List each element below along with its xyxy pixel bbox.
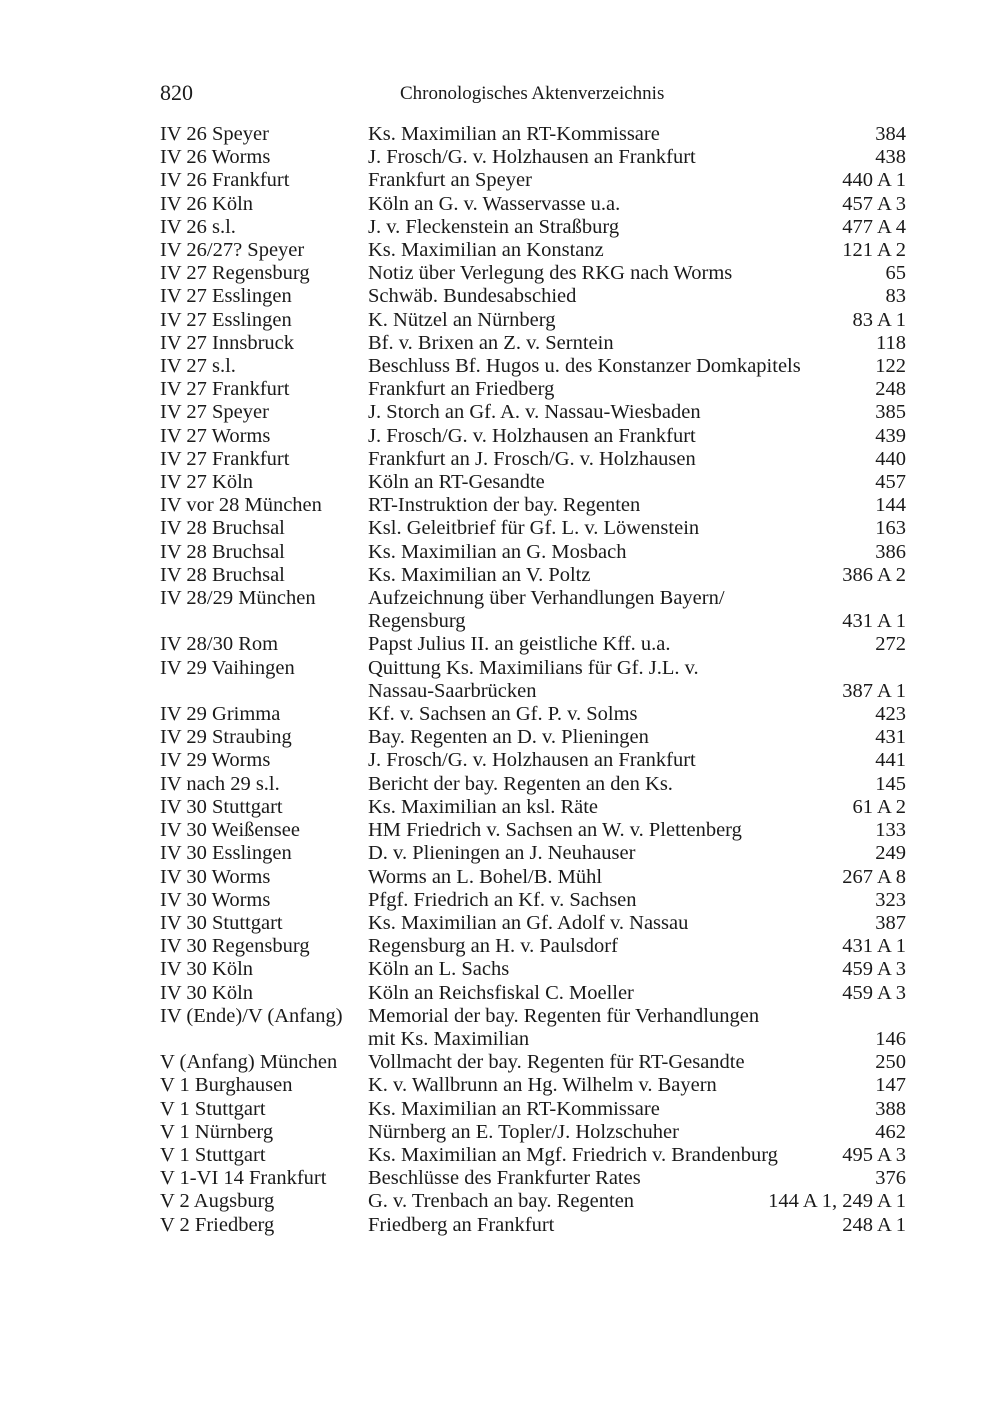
entry-row [160, 796, 906, 819]
entry-content [368, 703, 906, 726]
entry-description: Pfgf. Friedrich an Kf. v. Sachsen [368, 888, 637, 911]
entry-row [160, 123, 906, 146]
entry-date: IV 27 Innsbruck [160, 331, 294, 354]
entry-reference: 133 [875, 819, 906, 842]
entry-row [160, 889, 906, 912]
entry-description: Köln an L. Sachs [368, 958, 510, 981]
entry-reference: 249 [875, 842, 906, 865]
entry-date: IV 26/27? Speyer [160, 239, 305, 262]
entry-date: IV 29 Grimma [160, 703, 281, 726]
entry-description: Ks. Maximilian an Mgf. Friedrich v. Brandenburg [368, 1143, 778, 1166]
entry-date: IV 30 Köln [160, 981, 254, 1004]
entry-content [368, 309, 906, 332]
entry-line [368, 587, 906, 610]
entry-line [368, 819, 906, 842]
entry-date: V 1-VI 14 Frankfurt [160, 1167, 327, 1190]
entry-content [368, 773, 906, 796]
entry-content [368, 819, 906, 842]
entry-row [160, 1190, 906, 1213]
entry-row [160, 1074, 906, 1097]
entry-reference: 423 [875, 703, 906, 726]
entry-line [368, 1074, 906, 1097]
entry-line [368, 1005, 906, 1028]
entry-reference: 386 [875, 540, 906, 563]
entry-line [368, 749, 906, 772]
entry-reference: 248 A 1 [842, 1213, 906, 1236]
entry-reference: 121 A 2 [842, 239, 906, 262]
entry-description: Bericht der bay. Regenten an den Ks. [368, 772, 673, 795]
entry-line [368, 1028, 906, 1051]
entry-description: G. v. Trenbach an bay. Regenten [368, 1190, 635, 1213]
entry-row [160, 564, 906, 587]
page-number: 820 [160, 80, 193, 105]
entry-date: IV 27 Regensburg [160, 262, 310, 285]
entry-date: V 2 Friedberg [160, 1213, 275, 1236]
entry-reference: 144 [875, 494, 906, 517]
entry-row [160, 1051, 906, 1074]
entry-row [160, 657, 906, 703]
entry-reference: 385 [875, 401, 906, 424]
entry-description: K. v. Wallbrunn an Hg. Wilhelm v. Bayern [368, 1074, 717, 1097]
entry-content [368, 866, 906, 889]
entry-description: Köln an RT-Gesandte [368, 471, 545, 494]
entry-line [368, 355, 906, 378]
entry-date: IV 30 Köln [160, 958, 254, 981]
entry-description: D. v. Plieningen an J. Neuhauser [368, 842, 636, 865]
entry-row [160, 309, 906, 332]
entry-content [368, 494, 906, 517]
entry-content [368, 1190, 906, 1213]
entry-reference: 440 A 1 [842, 169, 906, 192]
entry-row [160, 842, 906, 865]
entry-description: J. Frosch/G. v. Holzhausen an Frankfurt [368, 749, 696, 772]
entry-line [368, 935, 906, 958]
entry-reference: 387 [875, 911, 906, 934]
entry-content [368, 564, 906, 587]
entry-reference: 431 A 1 [842, 935, 906, 958]
entry-row [160, 1214, 906, 1237]
entry-description: Ks. Maximilian an RT-Kommissare [368, 1097, 660, 1120]
entry-line [368, 494, 906, 517]
entry-date: IV 26 Köln [160, 192, 254, 215]
entry-description: Schwäb. Bundesabschied [368, 285, 577, 308]
entry-content [368, 541, 906, 564]
entry-content [368, 123, 906, 146]
entry-line [368, 309, 906, 332]
entry-content [368, 1005, 906, 1051]
entry-reference: 477 A 4 [842, 215, 906, 238]
entry-date: V 1 Stuttgart [160, 1097, 266, 1120]
entry-content [368, 448, 906, 471]
entry-line [368, 262, 906, 285]
entry-content [368, 355, 906, 378]
entry-row [160, 935, 906, 958]
entry-reference: 386 A 2 [842, 563, 906, 586]
entry-date: IV 30 Stuttgart [160, 911, 283, 934]
entry-description: mit Ks. Maximilian [368, 1027, 530, 1050]
entry-line [368, 1214, 906, 1237]
entry-description: Ks. Maximilian an ksl. Räte [368, 795, 599, 818]
entry-content [368, 378, 906, 401]
entry-content [368, 982, 906, 1005]
entry-line [368, 564, 906, 587]
entry-reference: 146 [875, 1027, 906, 1050]
entry-reference: 147 [875, 1074, 906, 1097]
entry-date: IV 27 Köln [160, 471, 254, 494]
entry-content [368, 1214, 906, 1237]
entry-line [368, 610, 906, 633]
entry-row [160, 819, 906, 842]
entry-date: IV 29 Worms [160, 749, 271, 772]
entry-content [368, 239, 906, 262]
entry-date: V 2 Augsburg [160, 1190, 275, 1213]
entry-content [368, 1121, 906, 1144]
entry-line [368, 541, 906, 564]
entry-row [160, 749, 906, 772]
entry-row [160, 425, 906, 448]
entry-reference: 272 [875, 633, 906, 656]
entry-date: IV 27 Frankfurt [160, 378, 290, 401]
entry-description: Beschlüsse des Frankfurter Rates [368, 1167, 641, 1190]
entry-line [368, 866, 906, 889]
entry-description: K. Nützel an Nürnberg [368, 308, 556, 331]
entry-row [160, 1121, 906, 1144]
entry-date: IV 27 s.l. [160, 355, 236, 378]
entry-reference: 267 A 8 [842, 865, 906, 888]
entry-date: V 1 Burghausen [160, 1074, 293, 1097]
entry-row [160, 866, 906, 889]
entry-date: IV 27 Worms [160, 424, 271, 447]
running-title: Chronologisches Aktenverzeichnis [400, 83, 665, 104]
entry-reference: 388 [875, 1097, 906, 1120]
entry-reference: 61 A 2 [852, 795, 906, 818]
entry-content [368, 889, 906, 912]
entry-date: IV 28/29 München [160, 587, 316, 610]
entry-line [368, 216, 906, 239]
entry-line [368, 146, 906, 169]
entry-description: RT-Instruktion der bay. Regenten [368, 494, 641, 517]
entry-line [368, 912, 906, 935]
entry-date: IV 30 Esslingen [160, 842, 292, 865]
entry-description: Kf. v. Sachsen an Gf. P. v. Solms [368, 703, 638, 726]
entry-description: Ks. Maximilian an V. Poltz [368, 563, 591, 586]
entry-line [368, 726, 906, 749]
entry-date: IV 28/30 Rom [160, 633, 279, 656]
entry-row [160, 517, 906, 540]
entry-description: J. Frosch/G. v. Holzhausen an Frankfurt [368, 146, 696, 169]
entry-date: IV 30 Worms [160, 865, 271, 888]
entry-line [368, 1190, 906, 1213]
entry-reference: 118 [876, 331, 906, 354]
entry-description: Ksl. Geleitbrief für Gf. L. v. Löwenstein [368, 517, 700, 540]
entry-line [368, 285, 906, 308]
entry-row [160, 239, 906, 262]
entry-list [160, 123, 906, 1237]
entry-date: IV 28 Bruchsal [160, 563, 285, 586]
entry-description: Vollmacht der bay. Regenten für RT-Gesandte [368, 1051, 745, 1074]
entry-line [368, 332, 906, 355]
entry-content [368, 1098, 906, 1121]
entry-line [368, 471, 906, 494]
entry-reference: 323 [875, 888, 906, 911]
entry-content [368, 332, 906, 355]
entry-date: IV 30 Worms [160, 888, 271, 911]
entry-description: Ks. Maximilian an Gf. Adolf v. Nassau [368, 911, 689, 934]
entry-row [160, 703, 906, 726]
entry-description: Frankfurt an Speyer [368, 169, 532, 192]
entry-line [368, 657, 906, 680]
entry-line [368, 958, 906, 981]
entry-description: Regensburg an H. v. Paulsdorf [368, 935, 618, 958]
entry-reference: 248 [875, 378, 906, 401]
entry-reference: 122 [875, 355, 906, 378]
entry-description: Bay. Regenten an D. v. Plieningen [368, 726, 649, 749]
entry-reference: 83 [885, 285, 906, 308]
entry-row [160, 401, 906, 424]
entry-row [160, 378, 906, 401]
entry-reference: 495 A 3 [842, 1143, 906, 1166]
entry-line [368, 982, 906, 1005]
entry-row [160, 1005, 906, 1051]
entry-description: Köln an Reichsfiskal C. Moeller [368, 981, 634, 1004]
entry-date: IV 27 Frankfurt [160, 447, 290, 470]
entry-description: J. v. Fleckenstein an Straßburg [368, 215, 620, 238]
entry-content [368, 401, 906, 424]
entry-reference: 65 [885, 262, 906, 285]
entry-content [368, 633, 906, 656]
entry-date: IV 26 Worms [160, 146, 271, 169]
entry-date: IV 29 Straubing [160, 726, 292, 749]
entry-row [160, 448, 906, 471]
entry-content [368, 657, 906, 703]
entry-reference: 457 A 3 [842, 192, 906, 215]
entry-line [368, 425, 906, 448]
entry-content [368, 169, 906, 192]
entry-line [368, 193, 906, 216]
entry-row [160, 1098, 906, 1121]
entry-line [368, 448, 906, 471]
entry-date: IV 30 Weißensee [160, 819, 300, 842]
entry-row [160, 169, 906, 192]
entry-content [368, 726, 906, 749]
entry-date: IV 28 Bruchsal [160, 540, 285, 563]
entry-line [368, 889, 906, 912]
entry-date: V (Anfang) München [160, 1051, 338, 1074]
entry-description: J. Storch an Gf. A. v. Nassau-Wiesbaden [368, 401, 701, 424]
entry-row [160, 332, 906, 355]
entry-description: HM Friedrich v. Sachsen an W. v. Plettenberg [368, 819, 742, 842]
entry-content [368, 587, 906, 633]
entry-row [160, 633, 906, 656]
entry-line [368, 680, 906, 703]
entry-line [368, 1167, 906, 1190]
entry-reference: 83 A 1 [852, 308, 906, 331]
entry-row [160, 726, 906, 749]
entry-row [160, 193, 906, 216]
entry-row [160, 958, 906, 981]
entry-description: Papst Julius II. an geistliche Kff. u.a. [368, 633, 671, 656]
entry-reference: 431 A 1 [842, 610, 906, 633]
entry-row [160, 146, 906, 169]
entry-date: IV 30 Stuttgart [160, 795, 283, 818]
entry-description: Frankfurt an Friedberg [368, 378, 555, 401]
entry-content [368, 912, 906, 935]
entry-reference: 441 [875, 749, 906, 772]
entry-description: Ks. Maximilian an RT-Kommissare [368, 123, 660, 145]
entry-content [368, 1144, 906, 1167]
entry-row [160, 1167, 906, 1190]
entry-reference: 376 [875, 1167, 906, 1190]
entry-content [368, 749, 906, 772]
entry-content [368, 1167, 906, 1190]
entry-description: Ks. Maximilian an Konstanz [368, 239, 604, 262]
entry-row [160, 773, 906, 796]
entry-line [368, 703, 906, 726]
entry-reference: 250 [875, 1051, 906, 1074]
entry-row [160, 471, 906, 494]
entry-description: Quittung Ks. Maximilians für Gf. J.L. v. [368, 656, 699, 679]
entry-content [368, 842, 906, 865]
entry-reference: 144 A 1, 249 A 1 [768, 1190, 906, 1213]
entry-description: Köln an G. v. Wasservasse u.a. [368, 192, 621, 215]
entry-description: Bf. v. Brixen an Z. v. Serntein [368, 331, 614, 354]
entry-description: Regensburg [368, 610, 466, 633]
entry-reference: 457 [875, 471, 906, 494]
entry-line [368, 842, 906, 865]
entry-date: IV 27 Esslingen [160, 285, 292, 308]
entry-content [368, 262, 906, 285]
entry-reference: 438 [875, 146, 906, 169]
entry-content [368, 935, 906, 958]
entry-description: J. Frosch/G. v. Holzhausen an Frankfurt [368, 424, 696, 447]
entry-content [368, 471, 906, 494]
entry-description: Memorial der bay. Regenten für Verhandlungen [368, 1004, 760, 1027]
entry-content [368, 216, 906, 239]
entry-date: IV 26 s.l. [160, 215, 236, 238]
entry-description: Nürnberg an E. Topler/J. Holzschuher [368, 1120, 679, 1143]
entry-reference: 387 A 1 [842, 679, 906, 702]
entry-line [368, 378, 906, 401]
entry-content [368, 1074, 906, 1097]
entry-date: IV vor 28 München [160, 494, 322, 517]
entry-line [368, 1051, 906, 1074]
entry-content [368, 146, 906, 169]
entry-row [160, 262, 906, 285]
entry-line [368, 773, 906, 796]
entry-content [368, 796, 906, 819]
entry-row [160, 982, 906, 1005]
entry-reference: 459 A 3 [842, 981, 906, 1004]
entry-line [368, 1098, 906, 1121]
entry-date: IV 26 Speyer [160, 123, 269, 145]
entry-row [160, 216, 906, 239]
entry-row [160, 541, 906, 564]
entry-description: Ks. Maximilian an G. Mosbach [368, 540, 627, 563]
entry-description: Frankfurt an J. Frosch/G. v. Holzhausen [368, 447, 696, 470]
entry-row [160, 494, 906, 517]
entry-line [368, 517, 906, 540]
entry-description: Friedberg an Frankfurt [368, 1213, 555, 1236]
entry-line [368, 239, 906, 262]
entry-reference: 459 A 3 [842, 958, 906, 981]
entry-reference: 163 [875, 517, 906, 540]
entry-content [368, 425, 906, 448]
entry-date: IV nach 29 s.l. [160, 772, 280, 795]
entry-line [368, 401, 906, 424]
page-header [160, 80, 906, 106]
entry-row [160, 1144, 906, 1167]
entry-content [368, 517, 906, 540]
entry-row [160, 587, 906, 633]
entry-line [368, 169, 906, 192]
entry-reference: 439 [875, 424, 906, 447]
entry-line [368, 1121, 906, 1144]
entry-line [368, 633, 906, 656]
entry-reference: 145 [875, 772, 906, 795]
entry-line [368, 1144, 906, 1167]
entry-date: IV 28 Bruchsal [160, 517, 285, 540]
entry-content [368, 285, 906, 308]
entry-content [368, 193, 906, 216]
entry-date: IV 27 Speyer [160, 401, 269, 424]
entry-description: Notiz über Verlegung des RKG nach Worms [368, 262, 733, 285]
entry-reference: 384 [875, 123, 906, 145]
entry-reference: 462 [875, 1120, 906, 1143]
entry-row [160, 355, 906, 378]
entry-line [368, 796, 906, 819]
entry-description: Worms an L. Bohel/B. Mühl [368, 865, 603, 888]
entry-date: IV 26 Frankfurt [160, 169, 290, 192]
entry-description: Beschluss Bf. Hugos u. des Konstanzer Domkapitels [368, 355, 801, 378]
entry-line [368, 123, 906, 146]
entry-date: IV 30 Regensburg [160, 935, 310, 958]
entry-description: Nassau-Saarbrücken [368, 679, 537, 702]
entry-row [160, 285, 906, 308]
entry-content [368, 1051, 906, 1074]
entry-date: V 1 Stuttgart [160, 1143, 266, 1166]
entry-description: Aufzeichnung über Verhandlungen Bayern/ [368, 587, 725, 610]
entry-reference: 440 [875, 447, 906, 470]
entry-reference: 431 [875, 726, 906, 749]
entry-date: IV 27 Esslingen [160, 308, 292, 331]
entry-date: IV 29 Vaihingen [160, 656, 295, 679]
entry-date: V 1 Nürnberg [160, 1120, 274, 1143]
entry-date: IV (Ende)/V (Anfang) [160, 1004, 343, 1027]
entry-row [160, 912, 906, 935]
entry-content [368, 958, 906, 981]
